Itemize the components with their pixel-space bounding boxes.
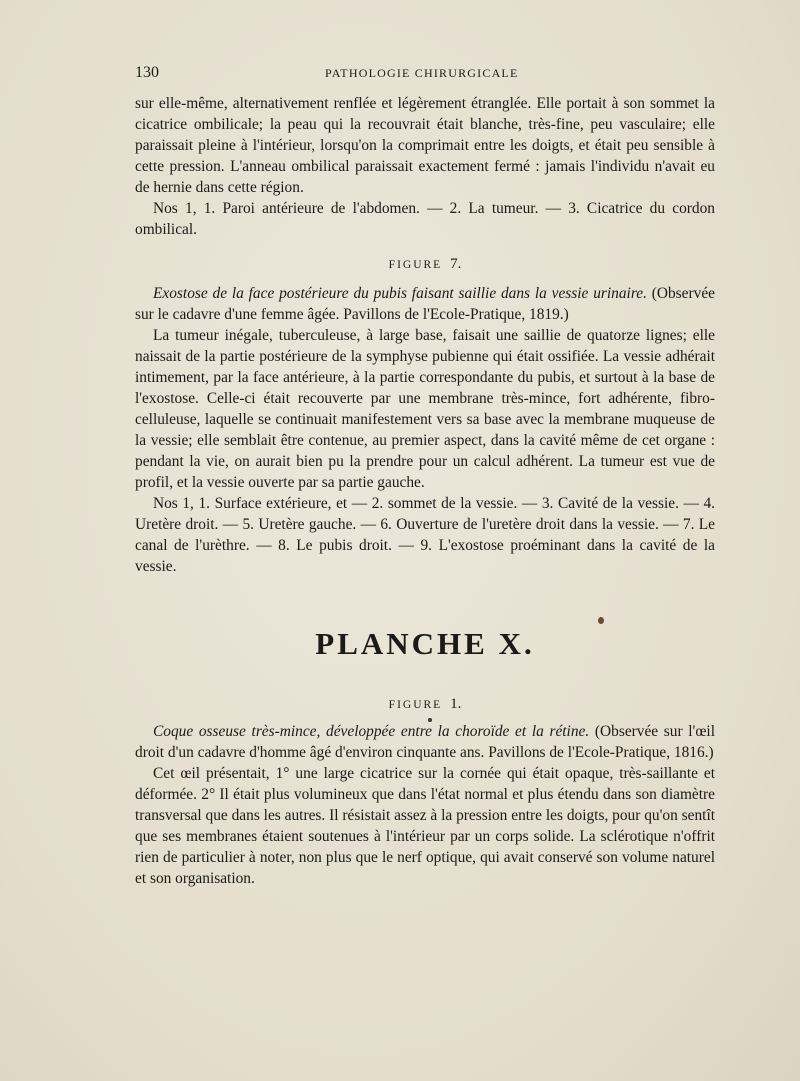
figure-7-source: (Observée sur le cadavre d'une femme âgée. Pavillons de l'Ecole-Pratique, 1819.) xyxy=(135,285,715,323)
figure-7-legend: Nos 1, 1. Surface extérieure, et — 2. sommet de la vessie. — 3. Cavité de la vessie. — 4. Uretère droit. — 5. Uretère gauche. — 6. Ouverture de l'uretère droit dans la vessie. — 7. Le canal de l'urèthre. — 8. Le pubis droit. — 9. L'exostose proéminant dans la cavité de la vessie. xyxy=(135,495,715,575)
running-head: PATHOLOGIE CHIRURGICALE xyxy=(325,66,519,80)
figure-7-caption xyxy=(135,283,715,325)
page-number: 130 xyxy=(135,64,159,81)
figure-1-description: Cet œil présentait, 1° une large cicatrice sur la cornée qui était opaque, très-saillante et déformée. 2° Il était plus volumineux que dans l'état normal et plus étendu dans son diamètre transversal que dans les autres. Il résistait assez à la pression entre les doigts, pour qu'on sentît que ses membranes étaient soutenues à l'intérieur par un corps solide. La sclérotique n'offrit rien de particulier à noter, non plus que le nerf optique, qui avait conservé son volume naturel et son organisation. xyxy=(135,765,715,887)
figure-1-caption xyxy=(135,721,715,763)
figure-7-section xyxy=(135,283,715,577)
intro-paragraph: sur elle-même, alternativement renflée et légèrement étranglée. Elle portait à son sommet la cicatrice ombilicale; la peau qui la recouvrait était blanche, très-fine, peu vasculaire; elle paraissait pleine à l'intérieur, lorsqu'on la comprimait entre les doigts, et était peu sensible à cette pression. L'anneau ombilical paraissait exactement fermé : jamais l'individu n'avait eu de hernie dans cette région. xyxy=(135,95,715,196)
page-header xyxy=(135,64,715,86)
figure-1-heading xyxy=(135,696,715,713)
figure-7-label: FIGURE xyxy=(388,259,443,271)
paper-speck xyxy=(598,617,604,624)
figure-1-title: Coque osseuse très-mince, développée entre la choroïde et la rétine. xyxy=(153,723,590,740)
intro-section xyxy=(135,93,715,240)
figure-1-label: FIGURE xyxy=(388,699,443,711)
figure-7-description: La tumeur inégale, tuberculeuse, à large base, faisait une saillie de quatorze lignes; elle naissait de la partie postérieure de la symphyse pubienne qui était ossifiée. La vessie adhérait intimement, par la face antérieure, à la partie correspondante du pubis, et surtout à la base de l'exostose. Celle-ci était recouverte par une membrane très-mince, fort adhérente, fibro-celluleuse, laquelle se continuait manifestement vers sa base avec la membrane muqueuse de la vessie; elle semblait être contenue, au premier aspect, dans la cavité même de cet organe : pendant la vie, on aurait bien pu la prendre pour un calcul adhérent. La tumeur est vue de profil, et la vessie ouverte par sa partie gauche. xyxy=(135,327,715,491)
figure-7-heading xyxy=(135,256,715,273)
figure-1-section xyxy=(135,721,715,889)
figure-7-number: 7. xyxy=(450,256,462,272)
figure-7-title: Exostose de la face postérieure du pubis faisant saillie dans la vessie urinaire. xyxy=(153,285,647,302)
paper-speck xyxy=(428,718,432,722)
figure-1-source: (Observée sur l'œil droit d'un cadavre d'homme âgé d'environ cinquante ans. Pavillons de l'Ecole-Pratique, 1816.) xyxy=(135,723,715,761)
figure-1-number: 1. xyxy=(450,696,462,712)
plate-title: PLANCHE X. xyxy=(315,626,535,661)
intro-legend: Nos 1, 1. Paroi antérieure de l'abdomen. — 2. La tumeur. — 3. Cicatrice du cordon ombilical. xyxy=(135,200,715,238)
